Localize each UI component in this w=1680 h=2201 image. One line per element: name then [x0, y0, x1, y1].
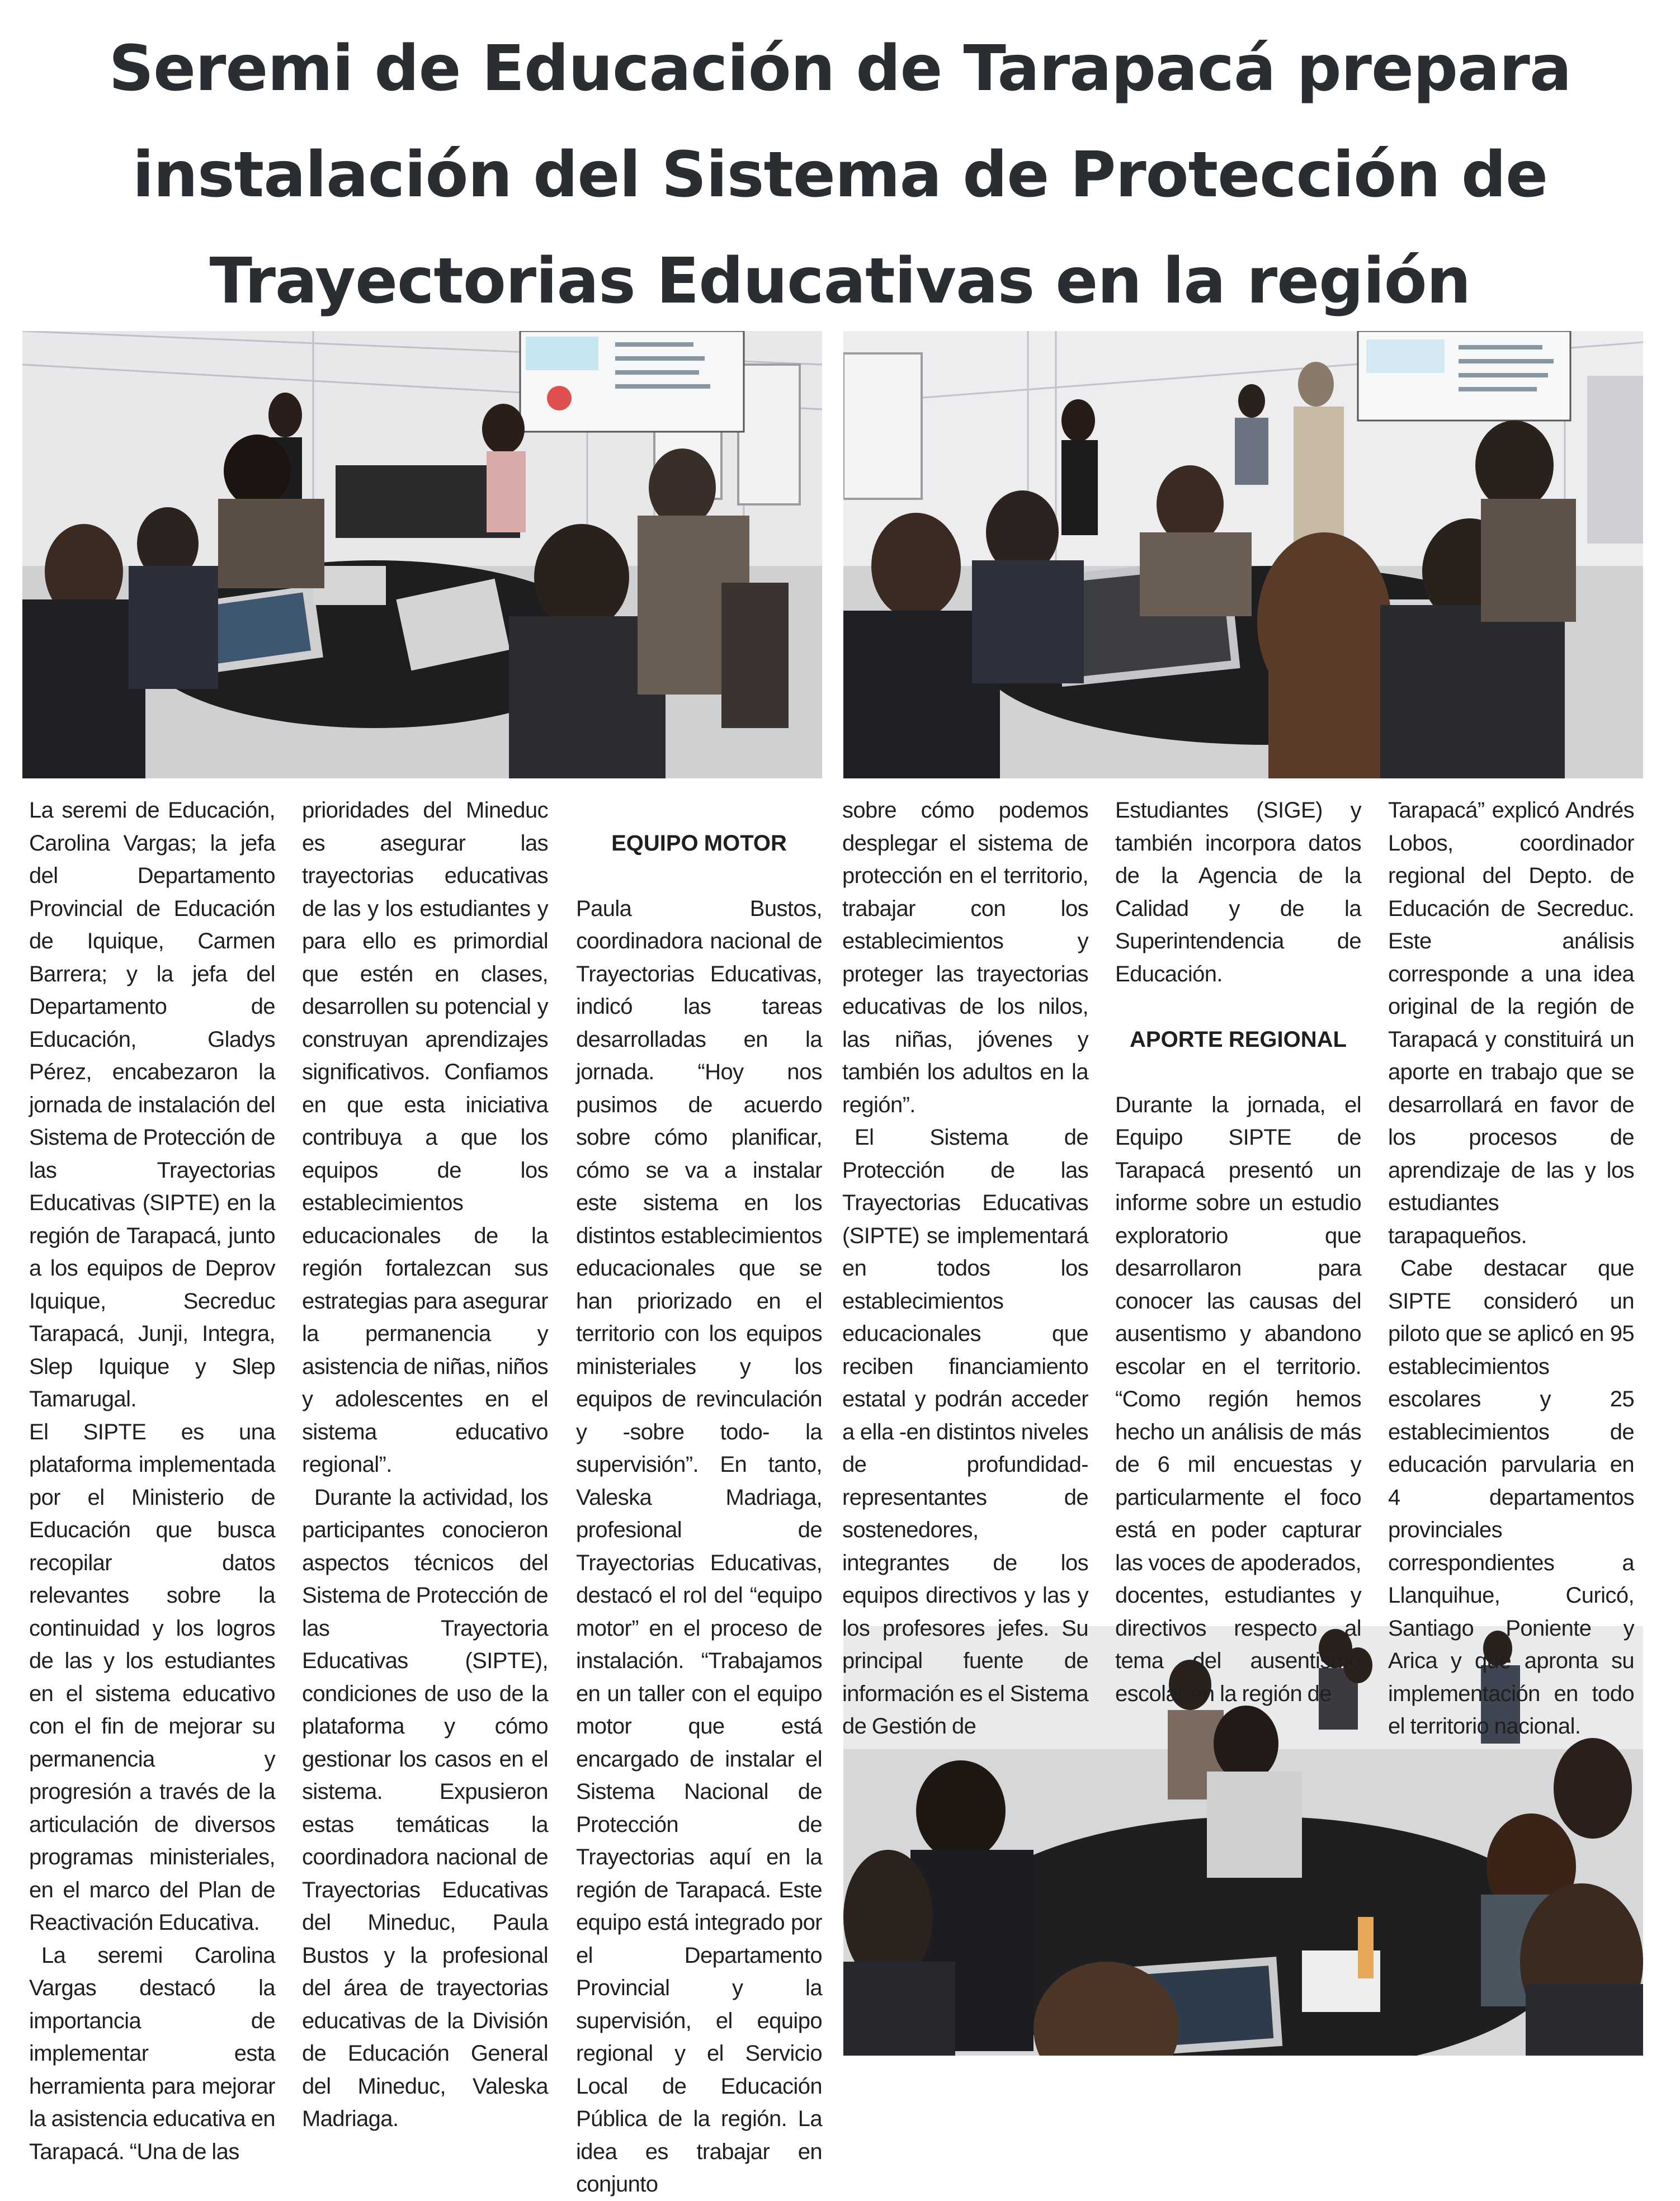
article-paragraph: prioridades del Mineduc es asegurar las trayectorias educativas de las y los estudiantes y para ello es primordial que estén en clases, desarrollen su potencial y construyan aprendizajes significativos. Confiamos en que esta iniciativa contribuya a que los equipos de los establecimientos educacionales de la región fortalezcan sus estrategias para asegurar la permanencia y asistencia de niñas, niños y adolescentes en el sistema educativo regional”. — [302, 798, 548, 1477]
photo-workshop-right — [843, 331, 1643, 778]
headline-line-1: Seremi de Educación de Tarapacá prepara — [108, 32, 1572, 105]
headline — [45, 16, 1635, 334]
article-paragraph: La seremi de Educación, Carolina Vargas; la jefa del Departamento Provincial de Educación de Iquique, Carmen Barrera; y la jefa del Departamento de Educación, Gladys Pérez, encabezaron la jornada de instalación del Sistema de Protección de las Trayectorias Educativas (SIPTE) en la región de Tarapacá, junto a los equipos de Deprov Iquique, Secreduc Tarapacá, Junji, Integra, Slep Iquique y Slep Tamarugal. — [29, 798, 275, 1411]
article-paragraph: El Sistema de Protección de las Trayectorias Educativas (SIPTE) se implementará en todos los establecimientos educacionales que reciben financiamiento estatal y podrán acceder a ella -en distintos niveles de profundidad- representantes de sostenedores, integrantes de los equipos directivos y las y los profesores jefes. Su principal fuente de información es el Sistema de Gestión de — [842, 1125, 1088, 1739]
article-paragraph: Estudiantes (SIGE) y también incorpora datos de la Agencia de la Calidad y de la Superintendencia de Educación. — [1115, 798, 1361, 986]
article-column-1 — [29, 794, 275, 2168]
meeting-photo-icon — [843, 331, 1643, 778]
headline-line-3: Trayectorias Educativas en la región — [209, 245, 1471, 318]
article-column-4 — [842, 794, 1088, 1743]
article-paragraph: Cabe destacar que SIPTE consideró un piloto que se aplicó en 95 establecimientos escolares y 25 establecimientos de educación parvularia en 4 departamentos provinciales correspondientes a Llanquihue, Curicó, Santiago Poniente y Arica y que apronta su implementación en todo el territorio nacional. — [1388, 1256, 1634, 1739]
article-paragraph: Tarapacá” explicó Andrés Lobos, coordinador regional del Depto. de Educación de Secreduc. Este análisis corresponde a una idea original de la región de Tarapacá y constituirá un aporte en trabajo que se desarrollará en favor de los procesos de aprendizaje de las y los estudiantes tarapaqueños. — [1388, 798, 1634, 1248]
article-paragraph: Durante la actividad, los participantes conocieron aspectos técnicos del Sistema de Protección de las Trayectoria Educativas (SIPTE), condiciones de uso de la plataforma y cómo gestionar los casos en el sistema. Expusieron estas temáticas la coordinadora nacional de Trayectorias Educativas del Mineduc, Paula Bustos y la profesional del área de trayectorias educativas de la División de Educación General del Mineduc, Valeska Madriaga. — [302, 1485, 548, 2131]
article-column-2 — [302, 794, 548, 2136]
article-paragraph: Paula Bustos, coordinadora nacional de Trayectorias Educativas, indicó las tareas desarrolladas en la jornada. “Hoy nos pusimos de acuerdo sobre cómo planificar, cómo se va a instalar este sistema en los distintos establecimientos educacionales que se han priorizado en el territorio con los equipos ministeriales y los equipos de revinculación y -sobre todo- la supervisión”. En tanto, Valeska Madriaga, profesional de Trayectorias Educativas, destacó el rol del “equipo motor” en el proceso de instalación. “Trabajamos en un taller con el equipo motor que está encargado de instalar el Sistema Nacional de Protección de Trayectorias aquí en la región de Tarapacá. Este equipo está integrado por el Departamento Provincial y la supervisión, el equipo regional y el Servicio Local de Educación Pública de la región. La idea es trabajar en conjunto — [576, 896, 822, 2197]
subheading-equipo-motor: EQUIPO MOTOR — [611, 830, 787, 856]
article-paragraph: El SIPTE es una plataforma implementada por el Ministerio de Educación que busca recopilar datos relevantes sobre la continuidad y los logros de las y los estudiantes en el sistema educativo con el fin de mejorar su permanencia y progresión a través de la articulación de diversos programas ministeriales, en el marco del Plan de Reactivación Educativa. — [29, 1419, 275, 1935]
article-paragraph: La seremi Carolina Vargas destacó la importancia de implementar esta herramienta para mejorar la asistencia educativa en Tarapacá. “Una de las — [29, 1943, 275, 2164]
photo-workshop-left — [22, 331, 822, 778]
headline-line-2: instalación del Sistema de Protección de — [132, 139, 1548, 211]
article-column-5 — [1115, 794, 1361, 1710]
article-column-3 — [576, 794, 822, 2201]
meeting-photo-icon — [22, 331, 822, 778]
subheading-aporte-regional: APORTE REGIONAL — [1130, 1027, 1347, 1052]
article-column-6 — [1388, 794, 1634, 1743]
article-paragraph: sobre cómo podemos desplegar el sistema de protección en el territorio, trabajar con los establecimientos y proteger las trayectorias educativas de los nilos, las niñas, jóvenes y también los adultos en la región”. — [842, 798, 1088, 1117]
article-paragraph: Durante la jornada, el Equipo SIPTE de Tarapacá presentó un informe sobre un estudio exploratorio que desarrollaron para conocer las causas del ausentismo y abandono escolar en el territorio. “Como región hemos hecho un análisis de más de 6 mil encuestas y particularmente el foco está en poder capturar las voces de apoderados, docentes, estudiantes y directivos respecto al tema del ausentismo escolar en la región de — [1115, 1092, 1361, 1706]
